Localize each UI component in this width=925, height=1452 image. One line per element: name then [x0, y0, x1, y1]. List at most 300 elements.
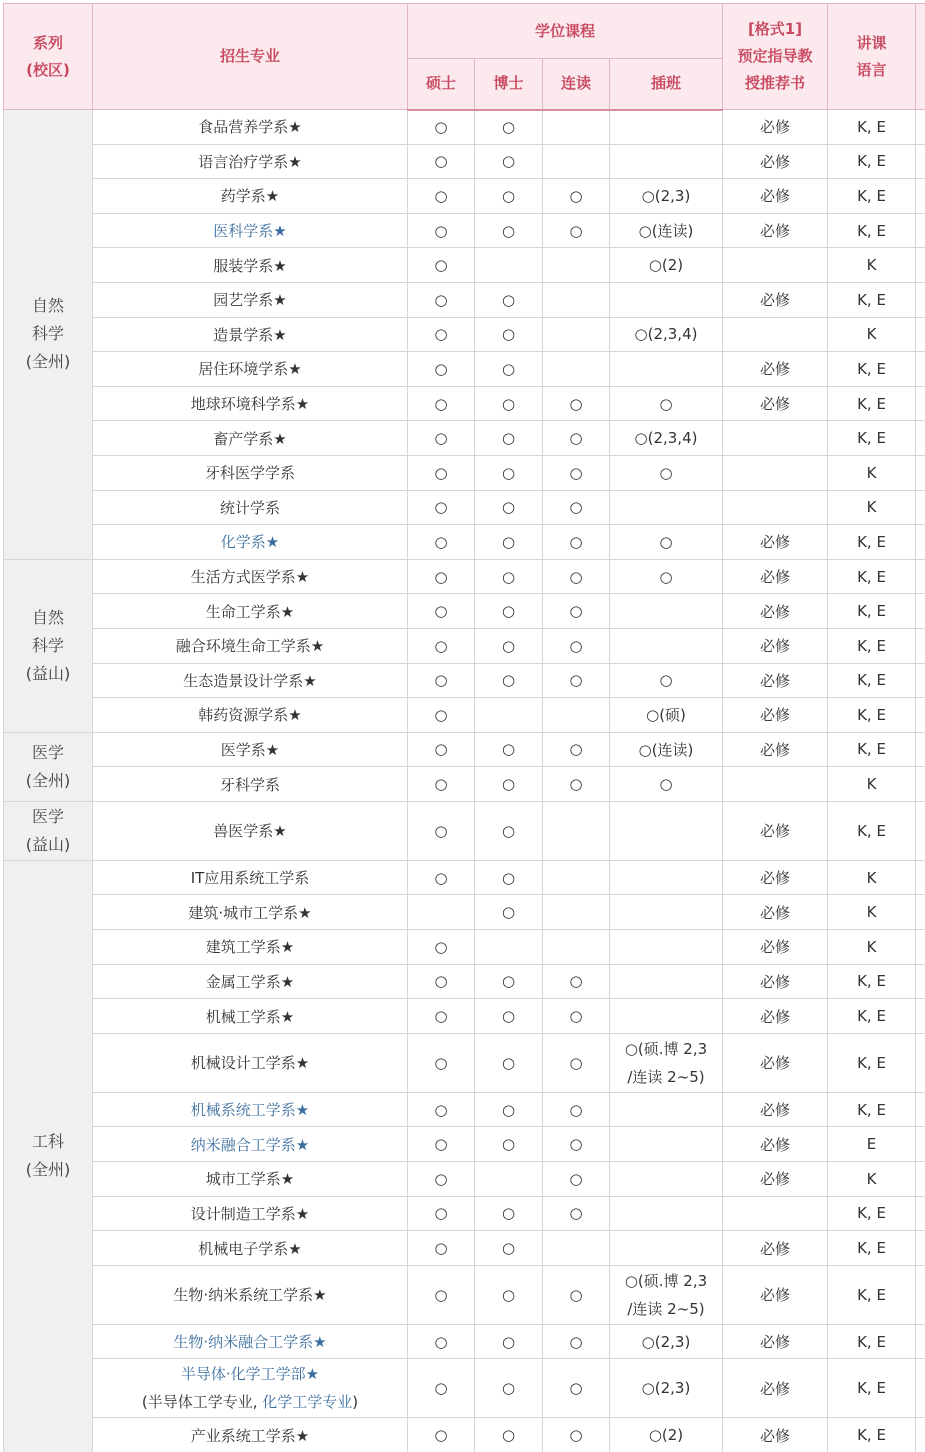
- language-cell: K, E: [828, 559, 916, 594]
- language-cell: K: [828, 895, 916, 930]
- doctor-cell: ○: [475, 490, 543, 525]
- recommend-cell: [723, 317, 828, 352]
- master-cell: ○: [408, 1196, 475, 1231]
- extra-cell: [916, 628, 925, 663]
- master-cell: ○: [408, 1162, 475, 1197]
- major-cell: 地球环境科学系★: [93, 386, 408, 421]
- major-cell[interactable]: 机械系统工学系★: [93, 1092, 408, 1127]
- extra-cell: [916, 801, 925, 860]
- series-cell: 工科 (全州): [4, 860, 93, 1452]
- table-row: [4, 455, 925, 490]
- language-cell: K: [828, 930, 916, 965]
- master-cell: ○: [408, 317, 475, 352]
- major-cell: 城市工学系★: [93, 1162, 408, 1197]
- language-cell: K, E: [828, 1092, 916, 1127]
- header-transfer: 插班: [610, 59, 723, 110]
- doctor-cell: ○: [475, 1196, 543, 1231]
- language-cell: K, E: [828, 999, 916, 1034]
- combined-cell: [543, 352, 610, 387]
- transfer-cell: ○(2,3,4): [610, 421, 723, 456]
- recommend-cell: 必修: [723, 525, 828, 560]
- header-extra: [916, 4, 925, 110]
- series-cell: 医学 (全州): [4, 732, 93, 801]
- recommend-cell: [723, 1196, 828, 1231]
- doctor-cell: ○: [475, 999, 543, 1034]
- major-cell: 畜产学系★: [93, 421, 408, 456]
- recommend-cell: 必修: [723, 895, 828, 930]
- recommend-cell: 必修: [723, 282, 828, 317]
- major-cell: 机械电子学系★: [93, 1231, 408, 1266]
- doctor-cell: ○: [475, 964, 543, 999]
- transfer-cell: ○(2,3): [610, 1324, 723, 1359]
- extra-cell: [916, 999, 925, 1034]
- major-cell: 产业系统工学系★: [93, 1418, 408, 1452]
- major-cell[interactable]: 纳米融合工学系★: [93, 1127, 408, 1162]
- major-cell: 居住环境学系★: [93, 352, 408, 387]
- combined-cell: [543, 895, 610, 930]
- master-cell: ○: [408, 930, 475, 965]
- language-cell: K, E: [828, 732, 916, 767]
- doctor-cell: ○: [475, 525, 543, 560]
- table-row: [4, 525, 925, 560]
- transfer-cell: ○: [610, 559, 723, 594]
- combined-cell: [543, 1231, 610, 1266]
- language-cell: E: [828, 1127, 916, 1162]
- transfer-cell: ○(连读): [610, 732, 723, 767]
- extra-cell: [916, 282, 925, 317]
- combined-cell: ○: [543, 767, 610, 802]
- language-cell: K, E: [828, 213, 916, 248]
- master-cell: ○: [408, 144, 475, 179]
- series-cell: 自然 科学 (益山): [4, 559, 93, 732]
- language-cell: K, E: [828, 1359, 916, 1418]
- doctor-cell: [475, 698, 543, 733]
- combined-cell: ○: [543, 1196, 610, 1231]
- master-cell: ○: [408, 213, 475, 248]
- doctor-cell: ○: [475, 663, 543, 698]
- doctor-cell: ○: [475, 213, 543, 248]
- extra-cell: [916, 732, 925, 767]
- major-sub-suffix: ): [352, 1393, 359, 1412]
- series-cell: 医学 (益山): [4, 801, 93, 860]
- table-row: [4, 801, 925, 860]
- transfer-cell: [610, 1162, 723, 1197]
- recommend-cell: [723, 490, 828, 525]
- master-cell: ○: [408, 663, 475, 698]
- table-row: [4, 1359, 925, 1418]
- transfer-cell: ○(2,3): [610, 179, 723, 214]
- table-row: [4, 1231, 925, 1266]
- master-cell: ○: [408, 628, 475, 663]
- combined-cell: [543, 860, 610, 895]
- major-cell: 医学系★: [93, 732, 408, 767]
- language-cell: K, E: [828, 964, 916, 999]
- doctor-cell: ○: [475, 1127, 543, 1162]
- transfer-cell: [610, 860, 723, 895]
- doctor-cell: ○: [475, 179, 543, 214]
- recommend-cell: 必修: [723, 110, 828, 145]
- table-row: [4, 999, 925, 1034]
- major-cell: 韩药资源学系★: [93, 698, 408, 733]
- language-cell: K: [828, 767, 916, 802]
- master-cell: ○: [408, 248, 475, 283]
- combined-cell: ○: [543, 1092, 610, 1127]
- transfer-cell: ○(2): [610, 248, 723, 283]
- table-row: [4, 282, 925, 317]
- recommend-cell: 必修: [723, 1265, 828, 1324]
- major-cell: 生态造景设计学系★: [93, 663, 408, 698]
- table-row: [4, 1127, 925, 1162]
- major-cell: 服装学系★: [93, 248, 408, 283]
- major-cell[interactable]: 医科学系★: [93, 213, 408, 248]
- extra-cell: [916, 1033, 925, 1092]
- language-cell: K, E: [828, 1196, 916, 1231]
- transfer-cell: ○: [610, 663, 723, 698]
- extra-cell: [916, 455, 925, 490]
- doctor-cell: ○: [475, 386, 543, 421]
- recommend-cell: 必修: [723, 386, 828, 421]
- extra-cell: [916, 352, 925, 387]
- extra-cell: [916, 490, 925, 525]
- doctor-cell: ○: [475, 732, 543, 767]
- language-cell: K, E: [828, 352, 916, 387]
- combined-cell: ○: [543, 213, 610, 248]
- extra-cell: [916, 1418, 925, 1452]
- master-cell: ○: [408, 860, 475, 895]
- major-cell: 药学系★: [93, 179, 408, 214]
- doctor-cell: ○: [475, 628, 543, 663]
- language-cell: K, E: [828, 179, 916, 214]
- major-cell: 园艺学系★: [93, 282, 408, 317]
- doctor-cell: ○: [475, 352, 543, 387]
- table-header: [4, 4, 925, 110]
- table-row: [4, 317, 925, 352]
- recommend-cell: 必修: [723, 559, 828, 594]
- master-cell: ○: [408, 525, 475, 560]
- major-cell: 生命工学系★: [93, 594, 408, 629]
- table-row: [4, 860, 925, 895]
- header-major: 招生专业: [93, 4, 408, 110]
- doctor-cell: ○: [475, 1265, 543, 1324]
- major-sub-prefix: (半导体工学专业,: [141, 1393, 263, 1412]
- master-cell: ○: [408, 999, 475, 1034]
- table-row: [4, 1162, 925, 1197]
- transfer-cell: ○: [610, 386, 723, 421]
- transfer-cell: ○(2,3): [610, 1359, 723, 1418]
- table-row: [4, 732, 925, 767]
- extra-cell: [916, 525, 925, 560]
- header-series: 系列 (校区): [4, 4, 93, 110]
- transfer-cell: [610, 352, 723, 387]
- master-cell: ○: [408, 1265, 475, 1324]
- series-cell: 自然 科学 (全州): [4, 110, 93, 560]
- major-cell: 生活方式医学系★: [93, 559, 408, 594]
- extra-cell: [916, 1265, 925, 1324]
- doctor-cell: ○: [475, 767, 543, 802]
- combined-cell: ○: [543, 386, 610, 421]
- recommend-cell: [723, 248, 828, 283]
- master-cell: ○: [408, 1324, 475, 1359]
- header-combined: 连读: [543, 59, 610, 110]
- master-cell: ○: [408, 1418, 475, 1452]
- combined-cell: ○: [543, 559, 610, 594]
- major-cell: 建筑工学系★: [93, 930, 408, 965]
- doctor-cell: ○: [475, 1359, 543, 1418]
- recommend-cell: 必修: [723, 1092, 828, 1127]
- recommend-cell: 必修: [723, 144, 828, 179]
- extra-cell: [916, 930, 925, 965]
- language-cell: K, E: [828, 110, 916, 145]
- language-cell: K: [828, 860, 916, 895]
- major-cell: 生物·纳米系统工学系★: [93, 1265, 408, 1324]
- doctor-cell: ○: [475, 1231, 543, 1266]
- table-row: [4, 352, 925, 387]
- extra-cell: [916, 895, 925, 930]
- extra-cell: [916, 663, 925, 698]
- major-cell: 造景学系★: [93, 317, 408, 352]
- recommend-cell: 必修: [723, 663, 828, 698]
- major-cell: IT应用系统工学系: [93, 860, 408, 895]
- recommend-cell: [723, 421, 828, 456]
- table-row: [4, 964, 925, 999]
- extra-cell: [916, 1196, 925, 1231]
- doctor-cell: ○: [475, 1418, 543, 1452]
- language-cell: K, E: [828, 663, 916, 698]
- transfer-cell: ○(2): [610, 1418, 723, 1452]
- major-cell[interactable]: 生物·纳米融合工学系★: [93, 1324, 408, 1359]
- major-cell[interactable]: [93, 1359, 408, 1418]
- header-language: 讲课 语言: [828, 4, 916, 110]
- doctor-cell: [475, 248, 543, 283]
- major-cell: 牙科学系: [93, 767, 408, 802]
- language-cell: K, E: [828, 386, 916, 421]
- master-cell: ○: [408, 698, 475, 733]
- extra-cell: [916, 559, 925, 594]
- table-row: [4, 698, 925, 733]
- language-cell: K, E: [828, 525, 916, 560]
- combined-cell: ○: [543, 732, 610, 767]
- doctor-cell: ○: [475, 860, 543, 895]
- combined-cell: ○: [543, 1162, 610, 1197]
- extra-cell: [916, 767, 925, 802]
- combined-cell: ○: [543, 1265, 610, 1324]
- doctor-cell: ○: [475, 559, 543, 594]
- recommend-cell: 必修: [723, 964, 828, 999]
- table-row: [4, 767, 925, 802]
- extra-cell: [916, 1231, 925, 1266]
- master-cell: ○: [408, 594, 475, 629]
- transfer-cell: [610, 490, 723, 525]
- combined-cell: ○: [543, 964, 610, 999]
- language-cell: K, E: [828, 421, 916, 456]
- recommend-cell: 必修: [723, 1231, 828, 1266]
- language-cell: K: [828, 455, 916, 490]
- recommend-cell: [723, 455, 828, 490]
- master-cell: ○: [408, 490, 475, 525]
- extra-cell: [916, 317, 925, 352]
- extra-cell: [916, 213, 925, 248]
- master-cell: ○: [408, 964, 475, 999]
- language-cell: K, E: [828, 628, 916, 663]
- master-cell: ○: [408, 110, 475, 145]
- transfer-cell: [610, 1196, 723, 1231]
- combined-cell: [543, 317, 610, 352]
- language-cell: K, E: [828, 594, 916, 629]
- major-cell: 语言治疗学系★: [93, 144, 408, 179]
- table-row: [4, 144, 925, 179]
- master-cell: ○: [408, 282, 475, 317]
- doctor-cell: ○: [475, 144, 543, 179]
- doctor-cell: ○: [475, 110, 543, 145]
- major-name-link[interactable]: 半导体·化学工学部★: [180, 1365, 320, 1384]
- language-cell: K: [828, 317, 916, 352]
- transfer-cell: [610, 144, 723, 179]
- master-cell: ○: [408, 421, 475, 456]
- major-cell: 统计学系: [93, 490, 408, 525]
- recommend-cell: 必修: [723, 1033, 828, 1092]
- table-row: [4, 895, 925, 930]
- transfer-cell: ○: [610, 455, 723, 490]
- transfer-cell: [610, 628, 723, 663]
- recommend-cell: 必修: [723, 628, 828, 663]
- extra-cell: [916, 421, 925, 456]
- table-row: [4, 213, 925, 248]
- doctor-cell: ○: [475, 455, 543, 490]
- combined-cell: [543, 930, 610, 965]
- combined-cell: ○: [543, 421, 610, 456]
- doctor-cell: ○: [475, 895, 543, 930]
- language-cell: K, E: [828, 1231, 916, 1266]
- header-doctor: 博士: [475, 59, 543, 110]
- master-cell: ○: [408, 732, 475, 767]
- master-cell: [408, 895, 475, 930]
- doctor-cell: ○: [475, 594, 543, 629]
- transfer-cell: ○: [610, 525, 723, 560]
- major-cell[interactable]: 化学系★: [93, 525, 408, 560]
- extra-cell: [916, 144, 925, 179]
- combined-cell: [543, 144, 610, 179]
- combined-cell: ○: [543, 525, 610, 560]
- table-row: [4, 110, 925, 145]
- recommend-cell: 必修: [723, 352, 828, 387]
- doctor-cell: ○: [475, 1033, 543, 1092]
- transfer-cell: ○: [610, 767, 723, 802]
- major-cell: 食品营养学系★: [93, 110, 408, 145]
- combined-cell: [543, 801, 610, 860]
- table-row: [4, 1092, 925, 1127]
- doctor-cell: ○: [475, 1324, 543, 1359]
- language-cell: K, E: [828, 698, 916, 733]
- combined-cell: ○: [543, 455, 610, 490]
- extra-cell: [916, 110, 925, 145]
- transfer-cell: [610, 282, 723, 317]
- combined-cell: ○: [543, 999, 610, 1034]
- major-cell: 机械设计工学系★: [93, 1033, 408, 1092]
- language-cell: K: [828, 248, 916, 283]
- extra-cell: [916, 860, 925, 895]
- transfer-cell: ○(连读): [610, 213, 723, 248]
- master-cell: ○: [408, 352, 475, 387]
- table-row: [4, 628, 925, 663]
- combined-cell: ○: [543, 1033, 610, 1092]
- language-cell: K, E: [828, 801, 916, 860]
- table-row: [4, 559, 925, 594]
- table-row: [4, 1418, 925, 1452]
- master-cell: ○: [408, 1092, 475, 1127]
- recommend-cell: 必修: [723, 1418, 828, 1452]
- admissions-table: [3, 3, 925, 1452]
- combined-cell: [543, 282, 610, 317]
- transfer-cell: ○(硕): [610, 698, 723, 733]
- recommend-cell: 必修: [723, 213, 828, 248]
- recommend-cell: 必修: [723, 1127, 828, 1162]
- transfer-cell: [610, 1231, 723, 1266]
- major-cell: 设计制造工学系★: [93, 1196, 408, 1231]
- major-cell: 机械工学系★: [93, 999, 408, 1034]
- master-cell: ○: [408, 1033, 475, 1092]
- recommend-cell: 必修: [723, 801, 828, 860]
- combined-cell: ○: [543, 663, 610, 698]
- doctor-cell: [475, 930, 543, 965]
- combined-cell: ○: [543, 628, 610, 663]
- recommend-cell: 必修: [723, 1324, 828, 1359]
- table-row: [4, 930, 925, 965]
- table-row: [4, 490, 925, 525]
- language-cell: K, E: [828, 1033, 916, 1092]
- combined-cell: ○: [543, 1418, 610, 1452]
- table-row: [4, 663, 925, 698]
- master-cell: ○: [408, 801, 475, 860]
- language-cell: K, E: [828, 144, 916, 179]
- extra-cell: [916, 1127, 925, 1162]
- recommend-cell: 必修: [723, 1359, 828, 1418]
- recommend-cell: [723, 767, 828, 802]
- combined-cell: ○: [543, 1127, 610, 1162]
- transfer-cell: ○(2,3,4): [610, 317, 723, 352]
- extra-cell: [916, 1092, 925, 1127]
- recommend-cell: 必修: [723, 179, 828, 214]
- master-cell: ○: [408, 386, 475, 421]
- recommend-cell: 必修: [723, 1162, 828, 1197]
- combined-cell: [543, 110, 610, 145]
- extra-cell: [916, 698, 925, 733]
- doctor-cell: ○: [475, 282, 543, 317]
- table-row: [4, 386, 925, 421]
- language-cell: K, E: [828, 1265, 916, 1324]
- transfer-cell: [610, 1127, 723, 1162]
- table-row: [4, 1196, 925, 1231]
- major-cell: 融合环境生命工学系★: [93, 628, 408, 663]
- master-cell: ○: [408, 1127, 475, 1162]
- combined-cell: ○: [543, 179, 610, 214]
- extra-cell: [916, 1359, 925, 1418]
- major-sub-link[interactable]: 化学工学专业: [262, 1393, 353, 1412]
- table-row: [4, 594, 925, 629]
- table-body: [4, 110, 925, 1452]
- extra-cell: [916, 964, 925, 999]
- combined-cell: ○: [543, 1359, 610, 1418]
- recommend-cell: 必修: [723, 732, 828, 767]
- master-cell: ○: [408, 1231, 475, 1266]
- table-row: [4, 1265, 925, 1324]
- language-cell: K: [828, 1162, 916, 1197]
- language-cell: K, E: [828, 1324, 916, 1359]
- doctor-cell: ○: [475, 421, 543, 456]
- extra-cell: [916, 1324, 925, 1359]
- transfer-cell: [610, 801, 723, 860]
- recommend-cell: 必修: [723, 594, 828, 629]
- extra-cell: [916, 594, 925, 629]
